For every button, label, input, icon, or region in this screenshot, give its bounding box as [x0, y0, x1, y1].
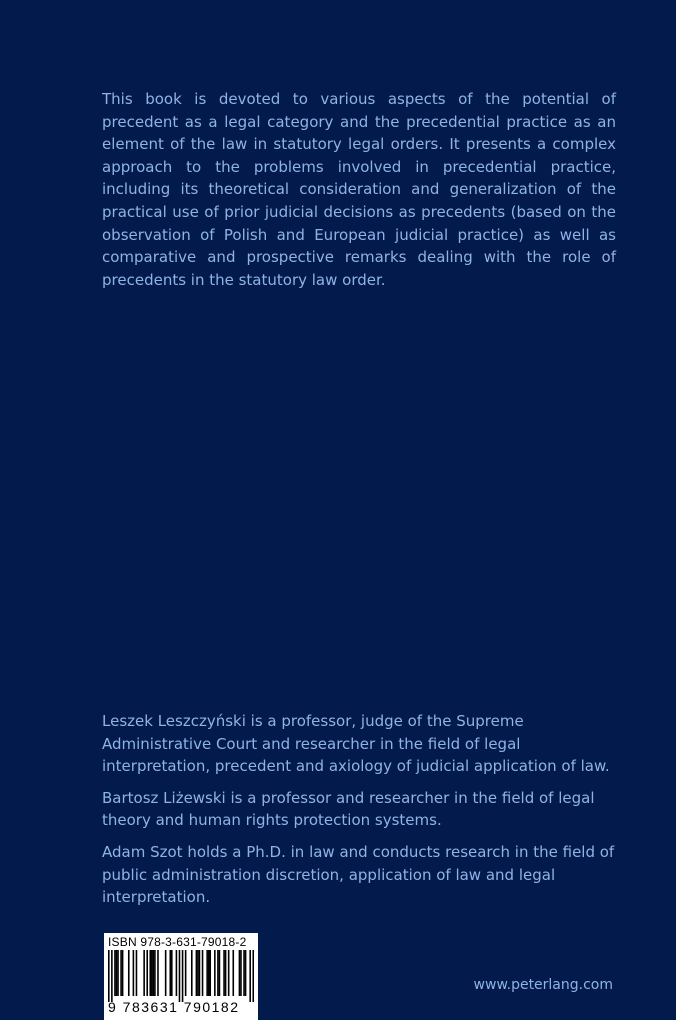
barcode-bar — [225, 950, 227, 996]
barcode-bar — [252, 950, 254, 1002]
barcode-bar — [232, 950, 234, 996]
barcode-bar — [191, 950, 193, 996]
author-bio-leszczynski: Leszek Leszczyński is a professor, judge of the Supreme Administrative Court and researcher in the field of legal interpretation, precedent and axiology of judicial application of law. — [102, 712, 610, 776]
author-bio-szot: Adam Szot holds a Ph.D. in law and conducts research in the field of public administration discretion, application of law and legal interpretation. — [102, 842, 615, 907]
barcode-icon — [108, 950, 254, 1002]
barcode-bar — [223, 950, 225, 996]
author-bio-lizewski: Bartosz Liżewski is a professor and researcher in the field of legal theory and human rights protection systems. — [102, 788, 595, 830]
barcode-bar — [117, 950, 119, 996]
barcode-bar — [143, 950, 145, 996]
barcode-digits: 9 783631 790182 — [108, 999, 240, 1015]
barcode-bar — [114, 950, 116, 996]
barcode-bar — [122, 950, 124, 996]
barcode-bar — [111, 950, 113, 1002]
barcode-bar — [149, 950, 151, 996]
barcode-bar — [157, 950, 159, 996]
barcode-bar — [151, 950, 153, 996]
barcode-bar — [228, 950, 230, 996]
barcode-bar — [120, 950, 122, 996]
barcode-bar — [185, 950, 187, 996]
barcode-bar — [108, 950, 110, 1002]
barcode-bar — [116, 950, 118, 996]
isbn-barcode-box — [104, 933, 258, 1020]
barcode-bar — [214, 950, 216, 996]
barcode-bar — [217, 950, 219, 996]
barcode-bar — [179, 950, 181, 1002]
barcode-bar — [219, 950, 221, 996]
author-bios — [102, 710, 616, 918]
barcode-bar — [128, 950, 130, 996]
barcode-bar — [209, 950, 211, 996]
isbn-label: ISBN 978-3-631-79018-2 — [108, 935, 247, 949]
book-blurb: This book is devoted to various aspects of the potential of precedent as a legal category and the precedential practice as an element of the law in statutory legal orders. It presents a complex approach to the problems involved in precedential practice, including its theoretical consideration and generalization of the practical use of prior judicial decisions as precedents (based on the observation of Polish and European judicial practice) as well as comparative and prospective remarks dealing with the role of precedents in the statutory law order. — [102, 90, 616, 289]
publisher-website[interactable]: www.peterlang.com — [473, 977, 613, 993]
barcode-bar — [153, 950, 155, 996]
barcode-bar — [165, 950, 167, 996]
barcode-bar — [240, 950, 242, 996]
barcode-bar — [196, 950, 198, 996]
barcode-bar — [169, 950, 171, 996]
barcode-bar — [154, 950, 156, 996]
barcode-bar — [239, 950, 241, 996]
barcode-bar — [171, 950, 173, 996]
barcode-bar — [197, 950, 199, 996]
barcode-bar — [182, 950, 184, 1002]
barcode-bar — [245, 950, 247, 996]
barcode-bar — [133, 950, 135, 996]
barcode-bar — [206, 950, 208, 996]
barcode-bar — [176, 950, 178, 996]
barcode-bar — [243, 950, 245, 996]
barcode-bar — [202, 950, 204, 996]
barcode-bar — [136, 950, 138, 996]
barcode-bar — [208, 950, 210, 996]
barcode-bar — [249, 950, 251, 1002]
barcode-bar — [146, 950, 148, 996]
barcode-bar — [199, 950, 201, 996]
